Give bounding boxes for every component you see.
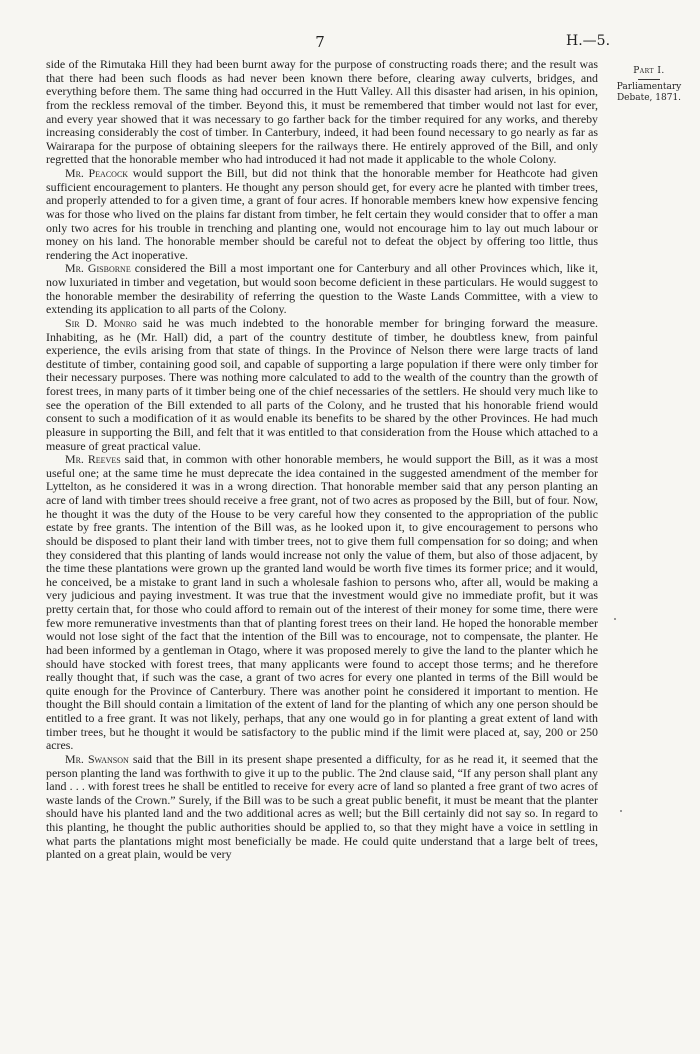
paragraph-gisborne [46, 262, 598, 317]
paragraph-monro [46, 317, 598, 453]
paragraph-text: said that the Bill in its present shape presented a difficulty, for as he read it, it seemed that the person planting the land was forthwith to give it up to the public. The 2nd clause said, “If any person shall plant any land . . . with forest trees he shall be entitled to receive for every acre of land so planted a free grant of two acres of waste lands of the Crown.” Surely, if the Bill was to be such a great public benefit, it must be meant that the planter should have his planted land and the two additional acres as well; but the Bill certainly did not say so. In regard to this planting, he thought the public authorities should be applied to, so that they might have a voice in settling in what parts the plantations might most beneficially be made. He could quite understand that a large belt of trees, planted on a great plain, would be very [46, 751, 598, 862]
speaker-name: Sir D. Monro [65, 315, 137, 330]
margin-label-line-1: Parliamentary [616, 82, 682, 92]
print-speck [620, 810, 622, 812]
paragraph-continuation [46, 58, 598, 167]
body-text [46, 58, 598, 862]
document-code: H.—5. [566, 33, 611, 49]
speaker-name: Mr. Gisborne [65, 261, 131, 276]
margin-divider [638, 79, 660, 80]
margin-part-label: Part I. [633, 66, 665, 76]
print-speck [614, 618, 616, 620]
speaker-name: Mr. Reeves [65, 452, 121, 467]
page-number: 7 [315, 33, 325, 51]
paragraph-text: side of the Rimutaka Hill they had been burnt away for the purpose of constructing roads there; and the result was that there had been such floods as had never been known there before, clearing away culverts, bridges, and everything before them. The same thing had occurred in the Hutt Valley. All this disaster had arisen, in his opinion, from the reckless removal of the timber. Beyond this, it must be remembered that timber would not last for ever, and every year showed that it was necessary to go farther back for the timber required for any works, and thereby increasing considerably the cost of timber. In Canterbury, indeed, it had been found necessary to go nearly as far as Wairarapa for the purpose of obtaining sleepers for the railways there. He entirely approved of the Bill, and only regretted that the honorable member who had introduced it had not made it applicable to the whole Colony. [46, 57, 598, 167]
paragraph-text: said he was much indebted to the honorable member for bringing forward the measure. Inhabiting, as he (Mr. Hall) did, a part of the country destitute of timber, he doubtless knew, from painful experience, the evils arising from that state of things. In the Province of Nelson there were large tracts of land destitute of timber, containing good soil, and capable of supporting a large population if there were only timber for their necessary purposes. There was nothing more calculated to add to the wealth of the country than the growth of forest trees, in many parts of it timber being one of the chief necessaries of the settlers. He should very much like to see the operation of the Bill extended to all parts of the Colony, and he trusted that his honorable friend would consent to such a modification of it as would enable its benefits to be shared by the other Provinces. He had much pleasure in supporting the Bill, and felt that it was entitled to that consideration from the House which attached to a measure of great practical value. [46, 315, 598, 453]
paragraph-reeves [46, 453, 598, 753]
speaker-name: Mr. Swanson [65, 751, 129, 766]
margin-note [604, 66, 694, 104]
paragraph-swanson [46, 753, 598, 862]
paragraph-text: considered the Bill a most important one for Canterbury and all other Provinces which, like it, now luxuriated in timber and vegetation, but would soon become deficient in these particulars. He would suggest to the honorable member the desirability of referring the question to the Waste Lands Committee, with a view to extending its application to all parts of the Colony. [46, 261, 599, 317]
paragraph-text: said that, in common with other honorable members, he would support the Bill, as it was a most useful one; at the same time he must deprecate the idea contained in the suggested amendment of the member for Lyttelton, as he considered it was in a wrong direction. That honorable member said that any person planting an acre of land with timber trees should receive a free grant, not of two acres as proposed by the Bill, but of four. Now, he thought it was the duty of the House to be very careful how they consented to the appropriation of the public estate by free grants. The intention of the Bill was, as he looked upon it, to give encouragement to persons who should be disposed to plant their land with timber trees, not to give them full compensation for so doing; and when they considered that this planting of lands would increase not only the value of them, but also of those adjacent, by the time these plantations were grown up the granted land would be worth five times its former price; and it would, he conceived, be a mistake to grant land in such a wholesale fashion to persons who, after all, would be making a very judicious and paying investment. It was true that the investment would give no immediate profit, but it was pretty certain that, for those who could afford to remain out of the interest of their money for some time, there were few more remunerative investments than that of planting forest trees on their land. He hoped the honorable member would not lose sight of the fact that the intention of the Bill was to encourage, not to compensate, the planter. He had been informed by a gentleman in Otago, where it was proposed merely to give the land to the planter which he should have stocked with forest trees, that many applicants were found to accept those terms; and he therefore really thought that, if such was the case, a grant of two acres for every one planted in terms of the Bill would be quite enough for the Province of Canterbury. There was another point he considered it important to mention. He thought the Bill should contain a limitation of the extent of land for the planting of which any one person should be entitled to a free grant. It was not likely, perhaps, that any one would go in for planting a great extent of land with timber trees, but he thought it would be satisfactory to the public mind if the limit were placed at, say, 200 or 250 acres. [46, 452, 598, 753]
paragraph-text: would support the Bill, but did not think that the honorable member for Heathcote had given sufficient encouragement to planters. He thought any person should get, for every acre he planted with timber trees, and properly attended to for a given time, a grant of four acres. If honorable members knew how expensive fencing was for those who lived on the plains far distant from timber, he felt certain they would consider that to offer a man only two acres for his trouble in trenching and planting one, would not encourage him to lay out much labour or money on his land. The honorable member should be careful not to defeat the object by offering too little, thus rendering the Act inoperative. [46, 166, 598, 262]
speaker-name: Mr. Peacock [65, 166, 129, 180]
margin-label-line-2: Debate, 1871. [616, 93, 682, 103]
paragraph-peacock [46, 167, 598, 262]
